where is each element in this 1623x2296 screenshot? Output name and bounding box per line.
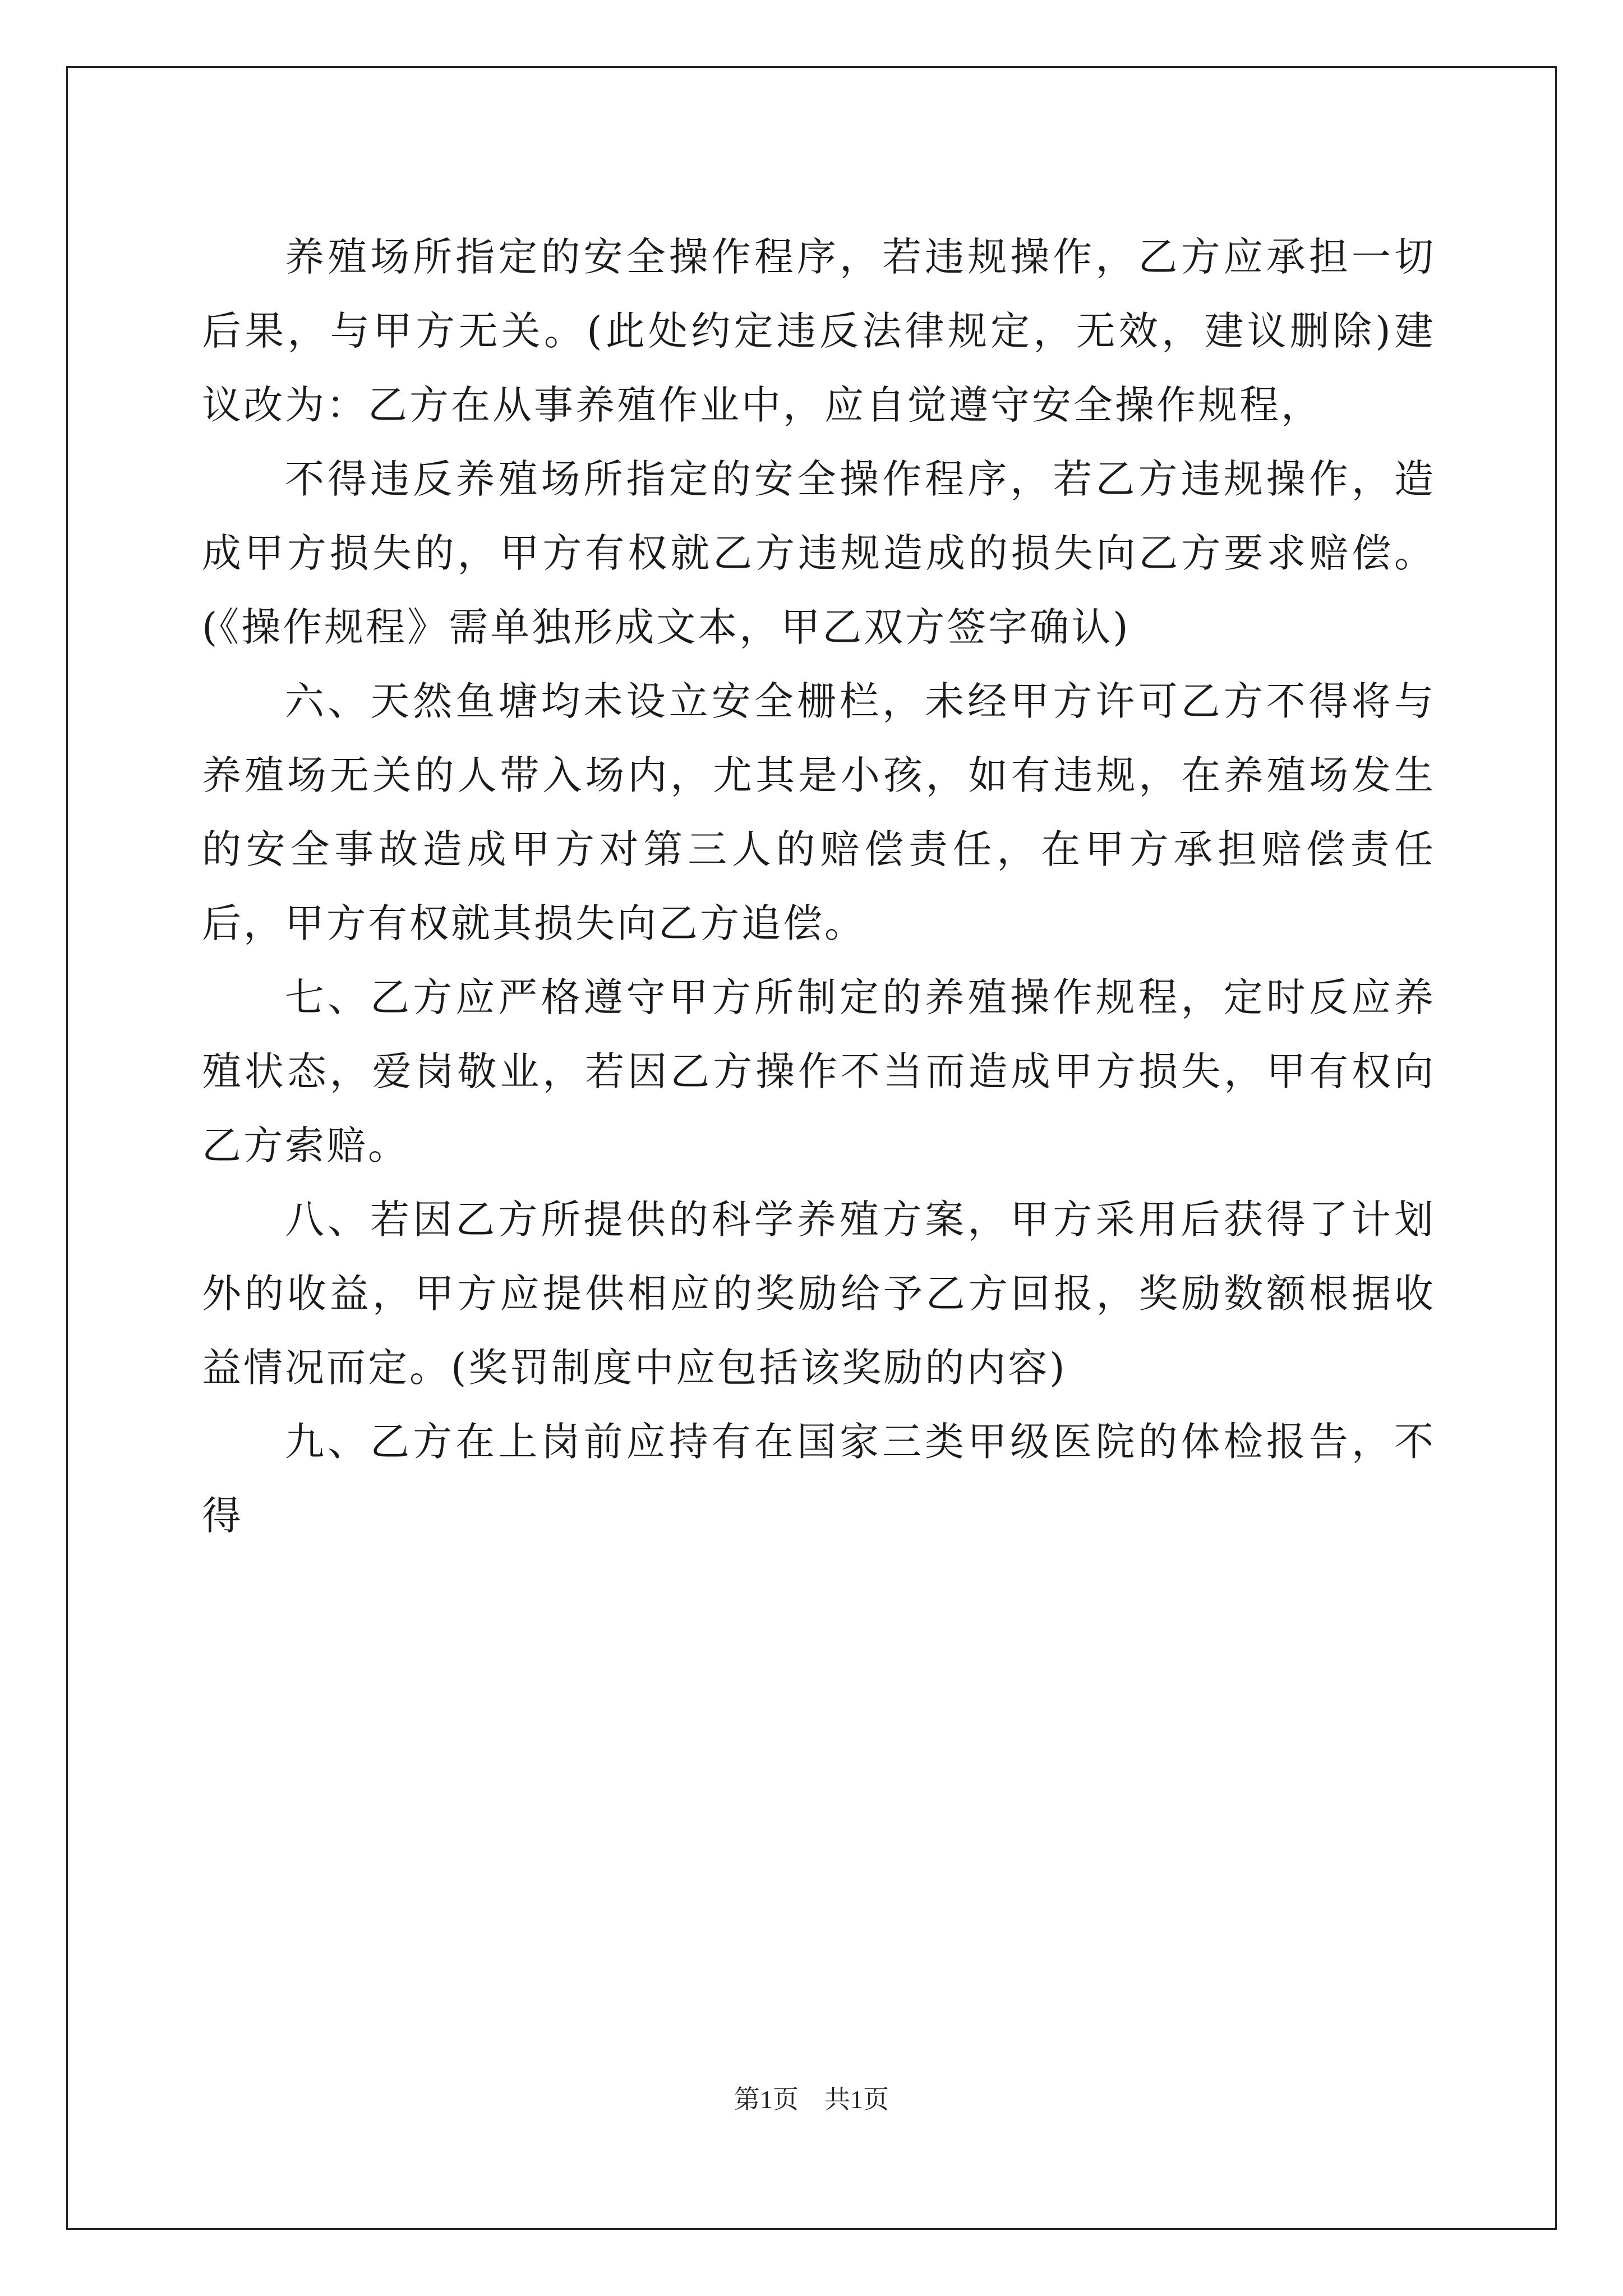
paragraph-5: 八、若因乙方所提供的科学养殖方案，甲方采用后获得了计划外的收益，甲方应提供相应的奖励给予乙方回报，奖励数额根据收益情况而定。(奖罚制度中应包括该奖励的内容) (202, 1197, 1436, 1391)
page-footer (0, 2083, 1623, 2116)
page-total: 共1页 (824, 2085, 889, 2114)
document-body (202, 220, 1436, 1553)
paragraph-2: 不得违反养殖场所指定的安全操作程序，若乙方违规操作，造成甲方损失的，甲方有权就乙方违规造成的损失向乙方要求赔偿。(《操作规程》需单独形成文本，甲乙双方签字确认) (202, 456, 1436, 650)
paragraph-3: 六、天然鱼塘均未设立安全栅栏，未经甲方许可乙方不得将与养殖场无关的人带入场内，尤其是小孩，如有违规，在养殖场发生的安全事故造成甲方对第三人的赔偿责任，在甲方承担赔偿责任后，甲方有权就其损失向乙方追偿。 (202, 678, 1436, 946)
paragraph-4: 七、乙方应严格遵守甲方所制定的养殖操作规程，定时反应养殖状态，爱岗敬业，若因乙方操作不当而造成甲方损失，甲有权向乙方索赔。 (202, 974, 1436, 1168)
paragraph-6: 九、乙方在上岗前应持有在国家三类甲级医院的体检报告，不得 (202, 1419, 1436, 1539)
page-number: 第1页 (734, 2085, 799, 2114)
paragraph-1: 养殖场所指定的安全操作程序，若违规操作，乙方应承担一切后果，与甲方无关。(此处约定违反法律规定，无效，建议删除)建议改为：乙方在从事养殖作业中，应自觉遵守安全操作规程， (202, 234, 1436, 428)
